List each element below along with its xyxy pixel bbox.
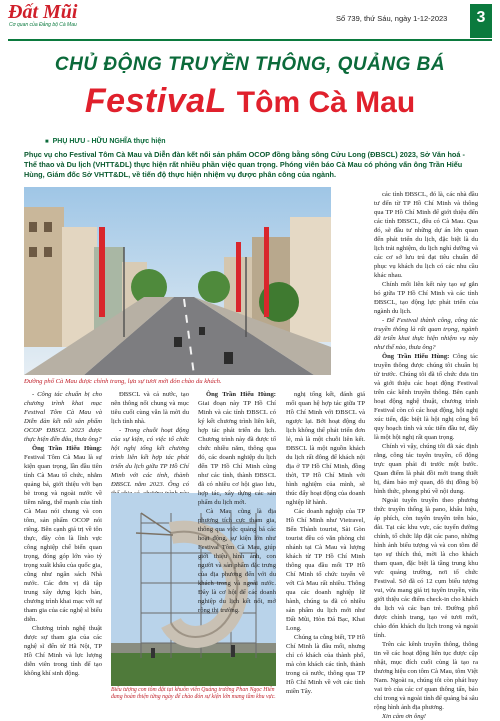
article-column-4	[286, 390, 365, 700]
article-column-5	[374, 190, 478, 720]
article-kicker: CHỦ ĐỘNG TRUYỀN THÔNG, QUẢNG BÁ	[54, 54, 446, 75]
article-column-3	[198, 390, 276, 690]
interview-question: - Trong chuỗi hoạt động của sự kiện, có việc tổ chức hội nghị tổng kết chương trình liên kết hợp tác phát triển du lịch giữa TP Hồ Chí Minh với các tỉnh, thành ĐBSCL năm 2023. Ông có	[111, 427, 189, 488]
paragraph: Chương trình nghệ thuật được sự tham gia của các nghệ sĩ đến từ Hà Nội, TP Hồ Chí Minh và lực lượng diễn viên trong tỉnh để tạo không khí sinh động.	[24, 625, 102, 677]
answer-speaker: Ông Trần Hiếu Hùng:	[382, 353, 450, 360]
title-rest: Tôm Cà Mau	[236, 86, 416, 119]
answer-speaker: Ông Trần Hiếu Hùng:	[32, 445, 102, 452]
photo-caption-street: Đường phố Cà Mau được chỉnh trang, lựa sự tươi mới đón chào du khách.	[24, 378, 222, 385]
paragraph: ĐBSCL và cả nước, tạo nên thông nối chung và mục tiêu cuối cùng vẫn là mời du lịch tỉnh nhà.	[111, 391, 189, 425]
paragraph: nghị tổng kết, đánh giá mối quan hệ hợp tác giữa TP Hồ Chí Minh với ĐBSCL và ngược lại. Bởi hoạt động du lịch không thể phát triển đơn lẻ, mà là một chuỗi liên kết. ĐBSCL là một nguồn khách du lịch rất đông để khách nội địa ở TP Hồ Chí Minh, đồng thời, TP Hồ Chí Minh với hình nghiệm của mình, sẽ thúc đẩy hoạt động của doanh nghiệp lữ hành.	[286, 391, 365, 506]
article-column-1	[24, 390, 102, 700]
article-byline: ■ PHỤ HƯU - HỮU NGHĨA thực hiện	[45, 138, 166, 145]
header-divider	[8, 39, 492, 41]
answer-speaker: Ông Trần Hiếu Hùng:	[206, 391, 276, 398]
paragraph: Chúng ta cũng biết, TP Hồ Chí Minh là đầu mối, nhưng chỉ có khách của thành phố, mà còn khách các tỉnh, thành trong cả nước, thông qua TP Hồ Chí Minh về với các tỉnh miền Tây.	[286, 634, 365, 695]
interview-answer	[24, 444, 102, 624]
street-photo-image	[24, 187, 331, 375]
closing-thanks: Xin cảm ơn ông!	[382, 713, 426, 720]
paragraph: các tỉnh ĐBSCL, đó là, các nhà đầu tư đến từ TP Hồ Chí Minh và thông qua TP Hồ Chí Minh để giới thiệu đến các tỉnh ĐBSCL, đều có Cà Mau. Qua đó, sẽ đầu tư những dự án lớn quan đến phát triển du lịch, đặc biệt là du lịch trải nghiệm, du lịch nghỉ dưỡng và các cơ sở lưu trú đạt tiêu chuẩn để phục vụ khách du lịch có các nhu cầu khác nhau.	[374, 191, 478, 279]
issue-info: Số 739, thứ Sáu, ngày 1-12-2023	[336, 14, 448, 23]
newspaper-logo: Đất Mũi	[8, 1, 78, 23]
paragraph: Cà Mau cũng là địa phương tích cực tham gia, thông qua việc quảng bá các hoạt động, sự kiện lớn như Festival Tôm Cà Mau, giúp giới thiệu hình ảnh, con người và sản phẩm đặc trưng của địa phương đến với du khách trong và ngoài nước. Đây là cơ hội để các doanh nghiệp du lịch kết nối, mở rộng thị trường.	[198, 508, 276, 614]
article-lead: Phục vụ cho Festival Tôm Cà Mau và Diễn đàn kết nối sản phẩm OCOP đồng bằng sông Cửu Long (ĐBSCL) 2023, Sở Văn hoá - Thể thao và Du lịch (VHTT&DL) thực hiện rất nhiều phần việc quan trọng. Phóng viên báo Cà Mau có phỏng vấn ông Trần Hiếu Hùng, Giám đốc Sở VHTT&DL, về tiến độ thực hiện nhiệm vụ được phân công của ngành.	[24, 150, 465, 179]
page-number-badge: 3	[470, 4, 492, 38]
article-column-2	[111, 390, 189, 490]
paragraph: Chính mối liên kết này tạo sự gắn bó giữa TP Hồ Chí Minh và các tỉnh ĐBSCL, tạo động lực phát triển của ngành du lịch.	[374, 281, 478, 315]
interview-answer	[198, 390, 276, 507]
street-photo	[24, 187, 331, 375]
newspaper-tagline: Cơ quan của Đảng bộ Cà Mau	[9, 22, 77, 28]
photo-caption-shrimp: Biểu tượng con tôm đặt tại khuôn viên Quảng trường Phan Ngọc Hiển đang hoàn thiện từng ngày để chào đón sự kiện lớn mang tầm khu vực.	[111, 687, 276, 700]
interview-question: - Để Festival thành công, công tác truyền thông là rất quan trọng, ngành đã triển khai thực hiện nhiệm vụ này như thế nào, thưa ông?	[374, 317, 478, 351]
answer-text: Công tác truyền thông được chúng tôi chuẩn bị từ trước. Chúng tôi đã tổ chức đưa tin và giới thiệu các hoạt động Festival trên các kênh truyền thông. Bên cạnh hoạt động nghệ thuật, chương trình Festival còn có các hoạt động, hội nghị xúc tiến, đặc biệt là hội nghị công bố quy hoạch tỉnh và xúc tiến đầu tư, đây là một hội nghị rất quan trọng.	[374, 353, 478, 441]
article-title	[0, 82, 500, 121]
paragraph: Ngoài tuyên truyền theo phương thức truyền thống là pano, khẩu hiệu, áp phích, còn tuyên truyền trên báo, đài. Tại các khu vực, các tuyến đường chính, tổ chức lắp đặt các pano, những hình ảnh biểu tượng và và con tôm để tạo sự thích thú, mời là cho khách tham quan, đặc biệt là tầng trung khu vực quảng trường, nơi tổ chức Festival. Sở đã có 12 cụm biểu tượng vui, vừa mang giá trị tuyên truyền, vừa giới thiệu các điểm check-in cho khách du lịch và các bạn trẻ. Đường phố được chỉnh trang, tạo vẻ tươi mới, chào đón khách du lịch trong và ngoài tỉnh.	[374, 497, 478, 639]
paragraph: Trên các kênh truyền thông, thông tin về các hoạt động liên tục được cập nhật, mục đích cuối cùng là tạo ra thương hiệu con tôm Cà Mau, tôm Việt Nam. Ngoài ra, chúng tôi còn phát huy vai trò của các cơ quan thông tấn, báo chí trong và ngoài tỉnh để quảng bá sâu rộng hình ảnh địa phương.	[374, 641, 478, 711]
paragraph: Chính vì vậy, chúng tôi đã xác định rằng, công tác tuyên truyền, cổ động trực quan phải đi trước một bước. Quan điểm là phải đồi mới trang thiết bị, đảm bảo mỹ quan, đô thị đồng bộ hình thức, phong phú về nội dung.	[374, 443, 478, 495]
answer-text: Giai đoạn này TP Hồ Chí Minh và các tỉnh ĐBSCL có ký kết chương trình liên kết, hợp tác phát triển du lịch. Chương trình này đã được tổ chức nhiều năm, thông qua đó, các doanh nghiệp du lịch đến TP Hồ Chí Minh cũng như các tỉnh, thành ĐBSCL đã có nhiều cơ hội giao lưu, hợp tác, xây dựng các sản phẩm du lịch mới.	[198, 400, 276, 506]
interview-answer	[374, 352, 478, 442]
title-festival: FestivaL	[84, 82, 227, 120]
answer-text: Festival Tôm Cà Mau là sự kiện quan trọng, lần đầu tiên tỉnh Cà Mau tổ chức, nhằm quảng bá, giới thiệu với bạn bè trong và ngoài nước về tiềm năng, thế mạnh của tỉnh Cà Mau nói chung và con tôm, sản phẩm OCOP nói riêng. Bên cạnh giá trị về tôn thực, đây còn là lĩnh vực công nghiệp chế biến quan trọng, đóng góp lớn vào tỷ trọng xuất khẩu của quốc gia, cũng như ngân sách Nhà nước. Các đơn vị đã tập trung xây dựng kịch bản, chương trình khai mạc với sự tham gia của các nghệ sĩ biểu diễn.	[24, 454, 103, 623]
interview-question: - Công tác chuẩn bị cho chương trình khai mạc Festival Tôm Cà Mau và Diễn đàn kết nối sản phẩm OCOP ĐBSCL 2023 được thực hiện đến đâu, thưa ông?	[24, 391, 102, 443]
paragraph: Các doanh nghiệp của TP Hồ Chí Minh như Vietravel, Bến Thành tourist, Sài Gòn tourist đều có văn phòng chi nhánh tại Cà Mau và lượng khách từ TP Hồ Chí Minh thông qua đầu mối TP Hồ Chí Minh tổ chức tuyến về với Cà Mau rất nhiều. Thông qua các doanh nghiệp lữ hành, chúng ta đã có nhiều sản phẩm du lịch mới như Đất Mũi, Hòn Đá Bạc, Khai Long.	[286, 508, 365, 632]
